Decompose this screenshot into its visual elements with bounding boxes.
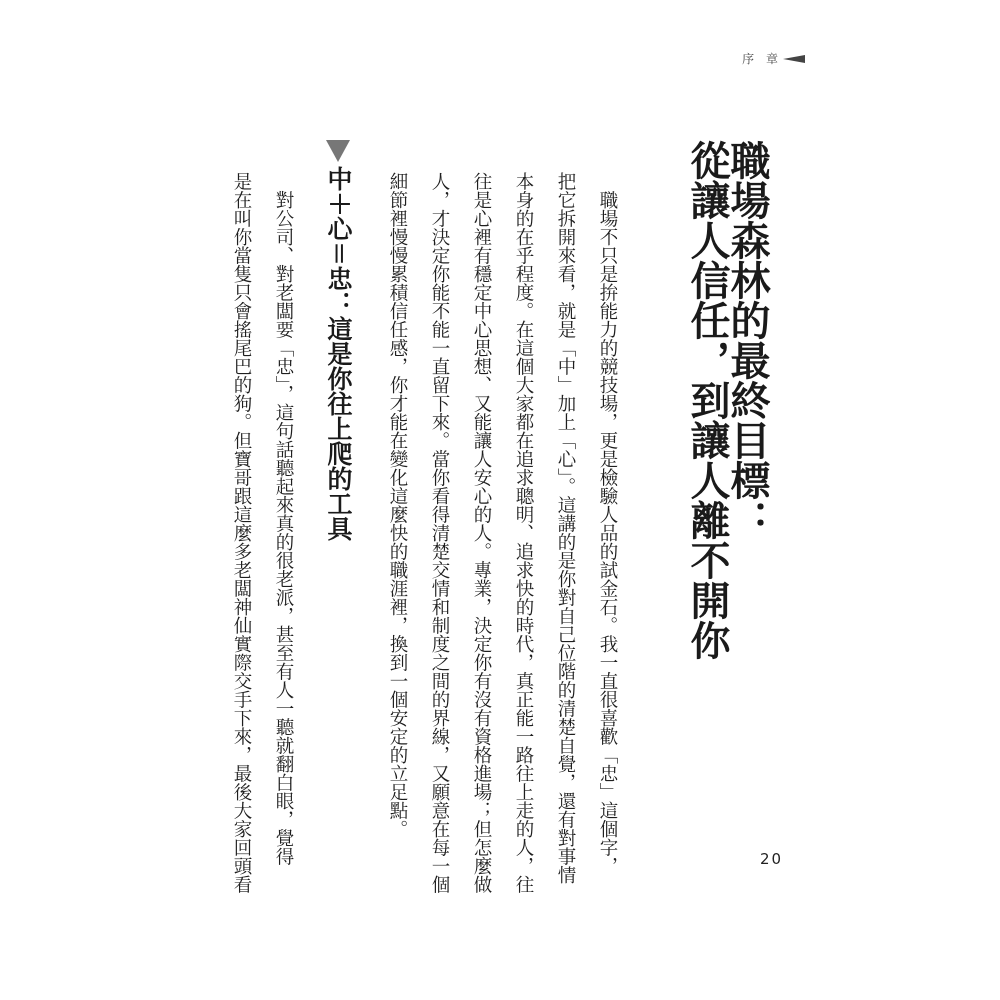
header-triangle-icon [783,55,805,63]
body-line: 職場不只是拚能力的競技場，更是檢驗人品的試金石。我一直很喜歡「忠」這個字， [597,172,618,875]
body-line: 細節裡慢慢累積信任感，你才能在變化這麼快的職涯裡，換到一個安定的立足點。 [387,172,408,838]
body-line: 把它拆開來看，就是「中」加上「心」。這講的是你對自己位階的清楚自覺，還有對事情 [555,172,576,885]
body-line: 人，才決定你能不能一直留下來。當你看得清楚交情和制度之間的界線，又願意在每一個 [429,172,450,894]
subheading-triangle-icon [326,140,350,162]
section-subheading: 中＋心＝忠：這是你往上爬的工具 [324,166,353,542]
running-header: 序 章 [742,52,782,66]
body-line: 對公司、對老闆要「忠」，這句話聽起來真的很老派，甚至有人一聽就翻白眼，覺得 [273,172,294,866]
body-line: 是在叫你當隻只會搖尾巴的狗。但寶哥跟這麼多老闆神仙實際交手下來，最後大家回頭看 [231,172,252,894]
page-number: 20 [760,850,784,868]
chapter-title-line-2: 從讓人信任，到讓人離不開你 [684,140,731,660]
chapter-title-line-1: 職場森林的最終目標： [724,140,771,540]
body-line: 往是心裡有穩定中心思想、又能讓人安心的人。專業，決定你有沒有資格進場；但怎麼做 [471,172,492,894]
body-line: 本身的在乎程度。在這個大家都在追求聰明、追求快的時代，真正能一路往上走的人，往 [513,172,534,894]
